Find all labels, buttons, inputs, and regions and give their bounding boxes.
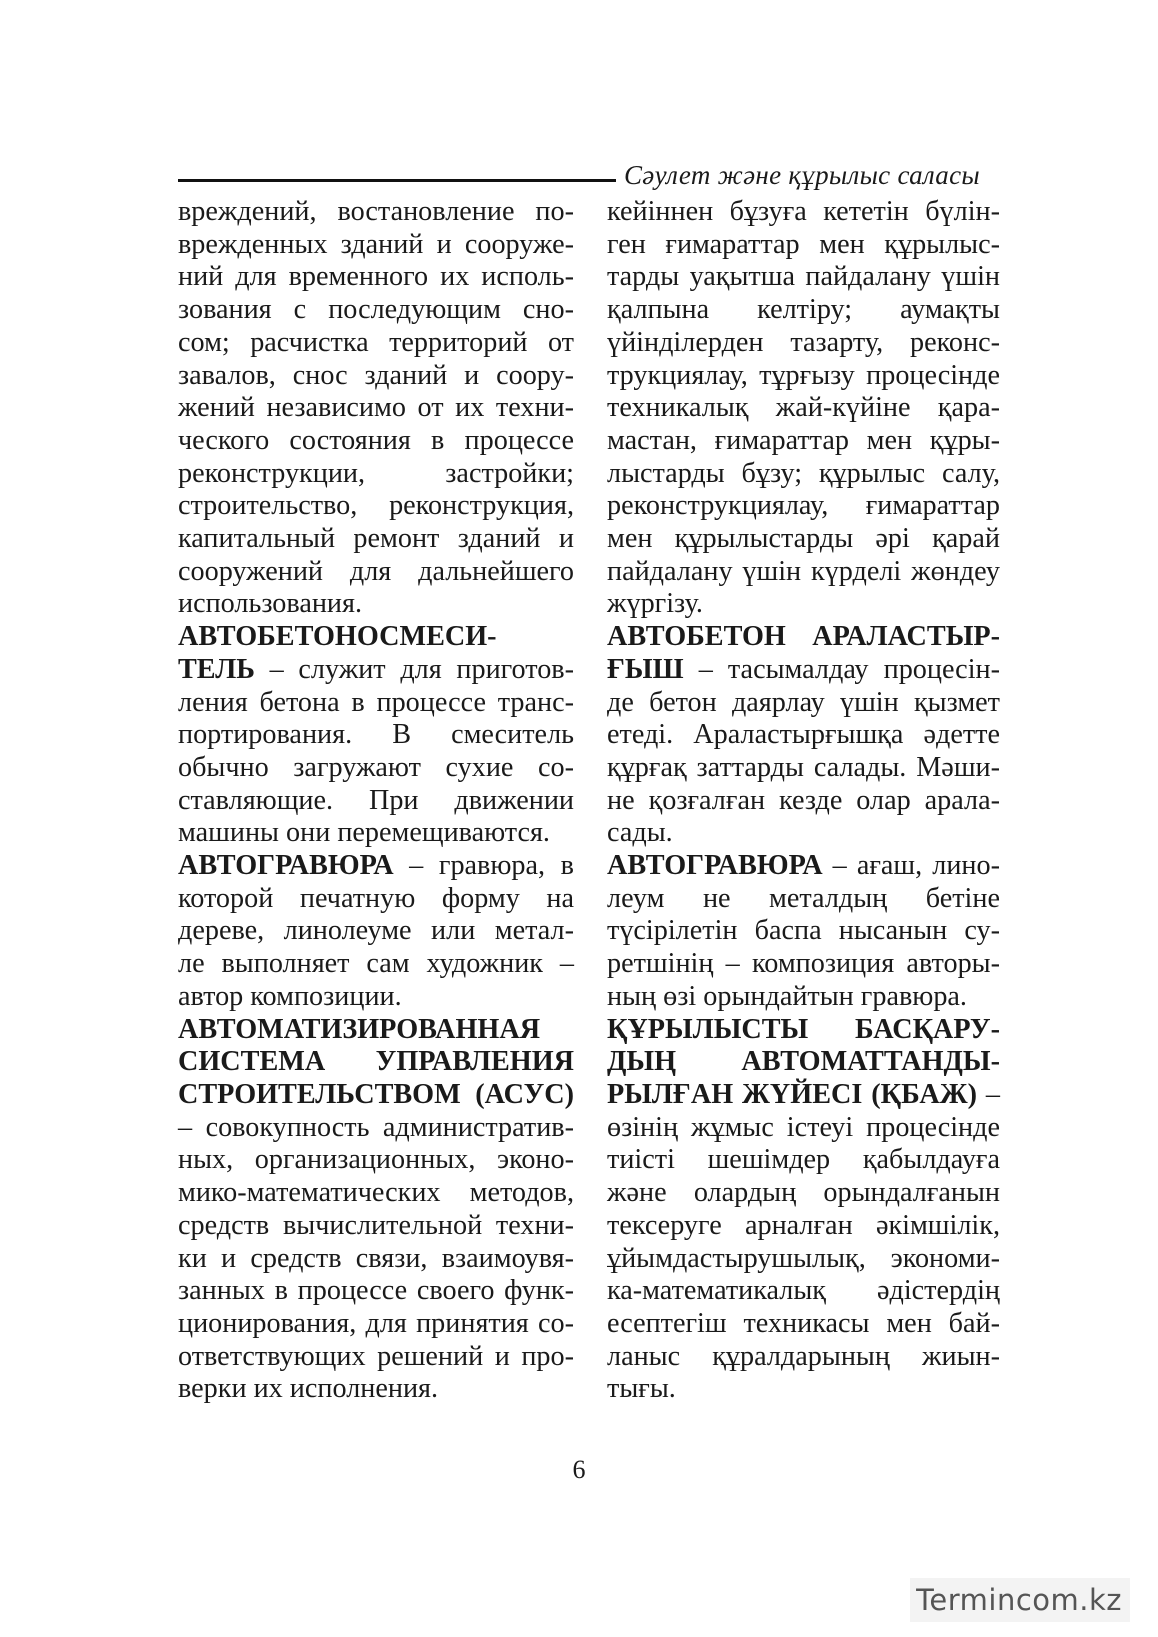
text-line: тексеруге арналған әкімшілік, bbox=[607, 1209, 1000, 1241]
text-line: ки и средств связи, взаимоувя- bbox=[178, 1242, 574, 1274]
text-line: мен құрылыстарды әрі қарай bbox=[607, 523, 1000, 555]
termincom-logo bbox=[910, 1578, 1130, 1622]
term-heading: АВТОГРАВЮРА bbox=[178, 850, 394, 882]
running-header: Сәулет және құрылыс саласы bbox=[624, 160, 980, 190]
text-line: ның өзі орындайтын гравюра. bbox=[607, 980, 967, 1012]
text-line: портирования. В смеситель bbox=[178, 719, 574, 751]
text-line bbox=[607, 850, 1000, 883]
text-line: ДЫҢ АВТОМАТТАНДЫ- bbox=[607, 1046, 1000, 1078]
watermark-text: Termincom.kz bbox=[916, 1583, 1122, 1617]
text-line: врежденных зданий и сооруже- bbox=[178, 228, 574, 260]
text-line: строительство, реконструкция, bbox=[178, 490, 574, 522]
text-line bbox=[607, 1079, 1000, 1112]
text-line: – совокупность административ- bbox=[178, 1111, 574, 1143]
text-line: ставляющие. При движении bbox=[178, 784, 574, 816]
term-heading: АВТОГРАВЮРА bbox=[607, 850, 823, 882]
text-line: және олардың орындалғанын bbox=[607, 1177, 1000, 1209]
text-line: СТРОИТЕЛЬСТВОМ (АСУС) bbox=[178, 1078, 574, 1110]
text-line: ответствующих решений и про- bbox=[178, 1340, 574, 1372]
text-line: есептегіш техникасы мен бай- bbox=[607, 1307, 1000, 1339]
text-line: дереве, линолеуме или метал- bbox=[178, 915, 574, 947]
text-line bbox=[178, 850, 574, 883]
text-line: ных, организационных, эконо- bbox=[178, 1144, 574, 1176]
text-line: ҚҰРЫЛЫСТЫ БАСҚАРУ- bbox=[607, 1013, 1000, 1045]
text-line: ген ғимараттар мен құрылыс- bbox=[607, 228, 1000, 260]
text-line: тиісті шешімдер қабылдауға bbox=[607, 1144, 1000, 1176]
text-line: техникалық жай-күйіне қара- bbox=[607, 392, 1000, 424]
text-line: использования. bbox=[178, 588, 363, 620]
definition-text: – ағаш, лино- bbox=[822, 850, 1000, 882]
text-line: қалпына келтіру; аумақты bbox=[607, 294, 1000, 326]
text-line: занных в процессе своего функ- bbox=[178, 1275, 574, 1307]
term-heading: ҒЫШ bbox=[607, 653, 684, 685]
text-line: средств вычислительной техни- bbox=[178, 1209, 574, 1241]
text-line: которой печатную форму на bbox=[178, 882, 574, 914]
page-number: 6 bbox=[572, 1455, 586, 1484]
text-line: ческого состояния в процессе bbox=[178, 424, 574, 456]
text-line: тығы. bbox=[607, 1373, 676, 1405]
text-line: жүргізу. bbox=[607, 588, 703, 620]
right-column bbox=[607, 196, 1000, 1406]
text-line: жений независимо от их техни- bbox=[178, 392, 574, 424]
definition-text: – гравюра, в bbox=[393, 850, 574, 882]
text-line: АВТОМАТИЗИРОВАННАЯ bbox=[178, 1013, 541, 1045]
text-line: автор композиции. bbox=[178, 980, 402, 1012]
definition-text: – служит для приготов- bbox=[254, 653, 574, 685]
text-line bbox=[178, 654, 574, 687]
text-line: сом; расчистка территорий от bbox=[178, 326, 574, 358]
text-line: ка-математикалық әдістердің bbox=[607, 1275, 1000, 1307]
term-heading: РЫЛҒАН ЖҮЙЕСІ (ҚБАЖ) bbox=[607, 1078, 977, 1110]
text-line bbox=[607, 654, 1000, 687]
text-line: реконструкциялау, ғимараттар bbox=[607, 490, 1000, 522]
text-line: құрғақ заттарды салады. Мәши- bbox=[607, 751, 1000, 783]
definition-text: – bbox=[976, 1078, 1000, 1110]
text-line: АВТОБЕТОНОСМЕСИ- bbox=[178, 621, 497, 653]
definition-text: – тасымалдау процесін- bbox=[683, 653, 1000, 685]
text-line: сооружений для дальнейшего bbox=[178, 555, 574, 587]
term-heading: ТЕЛЬ bbox=[178, 653, 255, 685]
text-line: СИСТЕМА УПРАВЛЕНИЯ bbox=[178, 1046, 574, 1078]
text-line: ланыс құралдарының жиын- bbox=[607, 1340, 1000, 1372]
text-line: капитальный ремонт зданий и bbox=[178, 523, 574, 555]
text-line: лыстарды бұзу; құрылыс салу, bbox=[607, 457, 1000, 489]
text-line: үйінділерден тазарту, реконс- bbox=[607, 326, 1000, 358]
text-line: мико-математических методов, bbox=[178, 1177, 574, 1209]
text-line: етеді. Араластырғышқа әдетте bbox=[607, 719, 1000, 751]
left-column bbox=[178, 196, 574, 1406]
text-line: сады. bbox=[607, 817, 673, 849]
text-line: ле выполняет сам художник – bbox=[178, 948, 574, 980]
text-line: трукциялау, тұрғызу процесінде bbox=[607, 359, 1000, 391]
text-line: ұйымдастырушылық, экономи- bbox=[607, 1242, 1000, 1274]
text-line: өзінің жұмыс істеуі процесінде bbox=[607, 1111, 1000, 1143]
text-line: АВТОБЕТОН АРАЛАСТЫР- bbox=[607, 621, 1000, 653]
text-line: не қозғалған кезде олар арала- bbox=[607, 784, 1000, 816]
text-line: ления бетона в процессе транс- bbox=[178, 686, 574, 718]
text-line: түсірілетін баспа нысанын су- bbox=[607, 915, 1000, 947]
text-line: ретшінің – композиция авторы- bbox=[607, 948, 1000, 980]
text-line: зования с последующим сно- bbox=[178, 294, 574, 326]
text-line: верки их исполнения. bbox=[178, 1373, 439, 1405]
text-line: пайдалану үшін күрделі жөндеу bbox=[607, 555, 1000, 587]
text-line: леум не металдың бетіне bbox=[607, 882, 1000, 914]
text-line: завалов, снос зданий и соору- bbox=[178, 359, 574, 391]
text-line: мастан, ғимараттар мен құры- bbox=[607, 424, 1000, 456]
text-line: машины они перемещиваются. bbox=[178, 817, 550, 849]
header-rule bbox=[178, 179, 616, 182]
text-line: реконструкции, застройки; bbox=[178, 457, 574, 489]
text-line: обычно загружают сухие со- bbox=[178, 751, 574, 783]
text-line: ний для временного их исполь- bbox=[178, 261, 574, 293]
text-line: кейіннен бұзуға кететін бүлін- bbox=[607, 196, 1000, 227]
text-line: вреждений, востановление по- bbox=[178, 196, 574, 227]
text-line: ционирования, для принятия со- bbox=[178, 1307, 574, 1339]
text-line: тарды уақытша пайдалану үшін bbox=[607, 261, 1000, 293]
text-line: де бетон даярлау үшін қызмет bbox=[607, 686, 1000, 718]
